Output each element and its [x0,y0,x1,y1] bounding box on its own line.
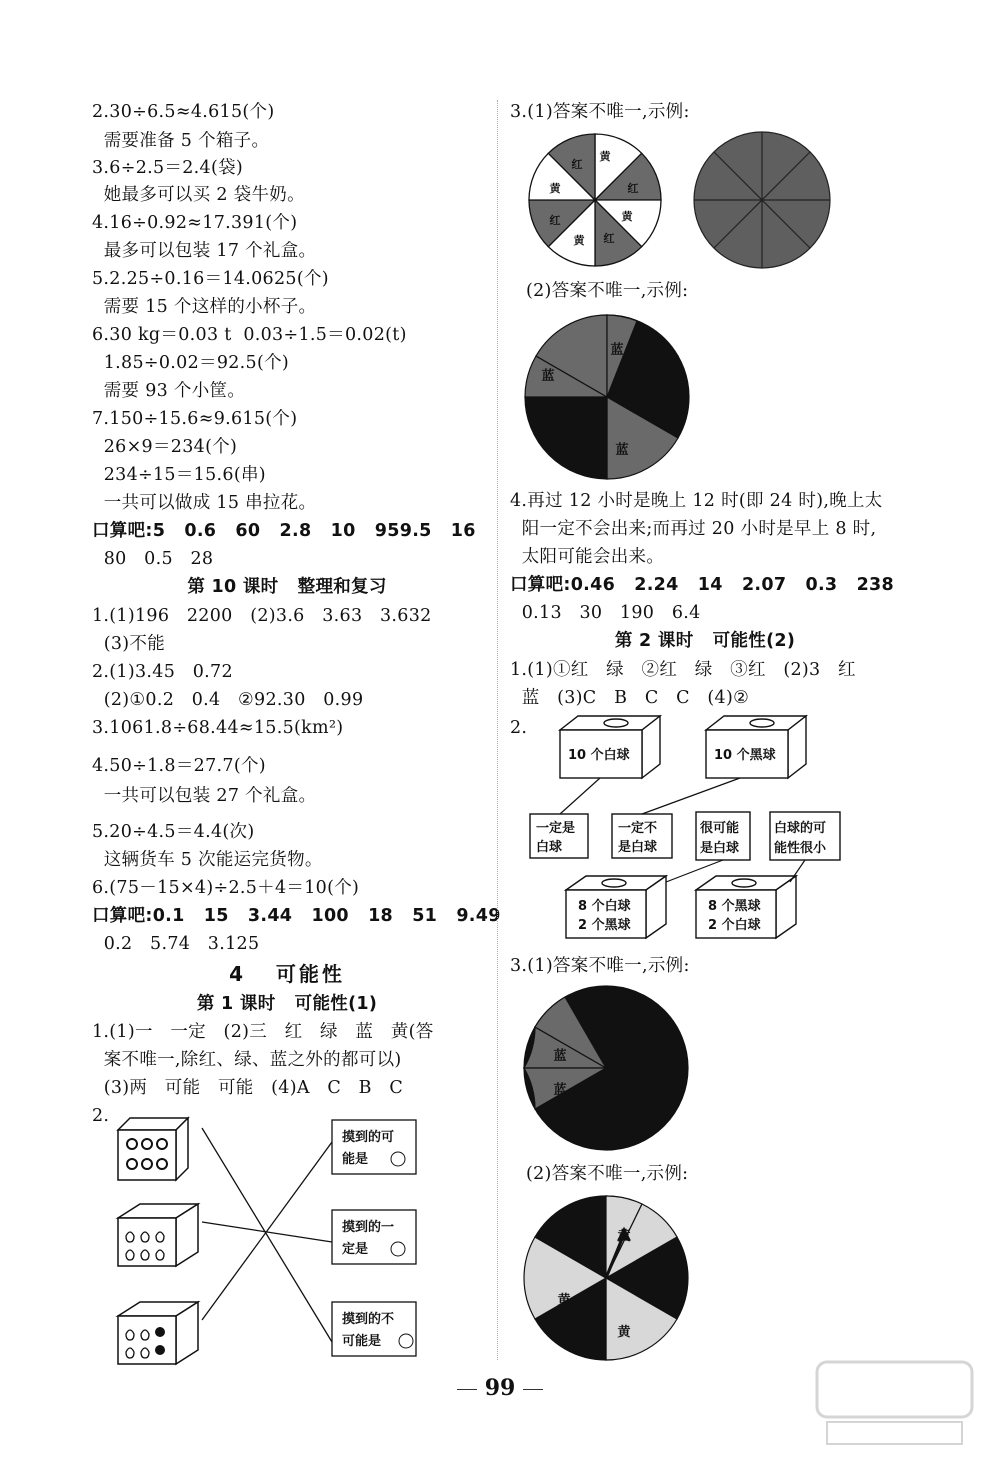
answer-line: 5.2.25÷0.16＝14.0625(个) [92,269,329,289]
slice-label: 黄 [621,210,633,223]
page-number-text: 99 [484,1375,516,1401]
answer-line: 需要 15 个这样的小杯子。 [92,297,317,317]
answer-line: 2. [510,718,528,738]
answer-line: 6.30 kg＝0.03 t 0.03÷1.5＝0.02(t) [92,325,407,345]
slice-label: 黄 [573,234,585,247]
answer-line: 一共可以做成 15 串拉花。 [92,493,317,513]
column-divider [497,100,498,1360]
box-with-balls [118,1204,198,1266]
box-with-balls [118,1118,188,1180]
answer-line: 太阳可能会出来。 [510,547,665,567]
answer-line: 3.6÷2.5＝2.4(袋) [92,158,244,178]
answer-line: 这辆货车 5 次能运完货物。 [92,850,323,870]
answer-line: 最多可以包装 17 个礼盒。 [92,241,317,261]
card-text: 定是 [342,1242,369,1257]
box-label: 10 个黑球 [714,748,776,763]
slice-label: 黄 [617,1229,631,1244]
spinner-pie [520,1192,695,1367]
lesson-title: 第 2 课时 可能性(2) [614,631,796,651]
box-label: 2 个白球 [708,918,761,933]
match-line [790,860,805,882]
answer-line: 需要准备 5 个箱子。 [92,131,270,151]
answer-line: 1.(1)196 2200 (2)3.6 3.63 3.632 [92,606,432,626]
card-text: 很可能 [700,821,740,836]
box-label: 2 个黑球 [578,918,631,933]
box-label: 8 个黑球 [708,899,761,914]
watermark-logo [807,1352,982,1457]
slice-label: 红 [603,232,615,245]
answer-line: 26×9＝234(个) [92,437,238,457]
slice-label: 红 [549,214,561,227]
kousuan-line: 口算吧:0.46 2.24 14 2.07 0.3 238 [510,575,895,595]
kousuan-line: 口算吧:0.1 15 3.44 100 18 51 9.49 [92,906,501,926]
answer-line: (3)不能 [92,634,166,654]
slice-label: 蓝 [615,443,629,458]
slice-label: 蓝 [610,343,624,358]
card-text: 摸到的不 [342,1312,395,1327]
card-text: 摸到的一 [342,1220,395,1235]
match-line [642,778,740,814]
slice-label: 蓝 [553,1083,567,1098]
lesson-title: 第 10 课时 整理和复习 [187,577,387,597]
answer-line: 4.16÷0.92≈17.391(个) [92,213,298,233]
answer-line: 3.(1)答案不唯一,示例: [510,102,690,122]
answer-line: 1.85÷0.02＝92.5(个) [92,353,290,373]
answer-line: 234÷15＝15.6(串) [92,465,266,485]
answer-line: 1.(1)一 一定 (2)三 红 绿 蓝 黄(答 [92,1022,434,1042]
answer-line: 1.(1)①红 绿 ②红 绿 ③红 (2)3 红 [510,660,856,680]
answer-line: (2)答案不唯一,示例: [526,1164,689,1184]
slice-label: 蓝 [541,369,555,384]
spinner-pie [690,128,834,272]
match-line [202,1128,332,1342]
lesson-title: 第 1 课时 可能性(1) [196,994,378,1014]
slice-label: 黄 [557,1293,571,1308]
card-text: 一定不 [618,821,658,836]
answer-line: 一共可以包装 27 个礼盒。 [92,786,317,806]
answer-line: 4.再过 12 小时是晚上 12 时(即 24 时),晚上太 [510,491,883,511]
spinner-pie [522,312,692,482]
kousuan-line: 0.13 30 190 6.4 [510,603,701,623]
card-text: 能性很小 [774,841,827,856]
slice-label: 红 [627,182,639,195]
box-with-balls [118,1302,198,1364]
box-label: 8 个白球 [578,899,631,914]
answer-line: 需要 93 个小筐。 [92,381,246,401]
card-text: 白球 [536,840,563,855]
answer-line: 阳一定不会出来;而再过 20 小时是早上 8 时, [510,519,877,539]
matching-diagram [110,1110,430,1375]
answer-line: 案不唯一,除红、绿、蓝之外的都可以) [92,1050,402,1070]
match-line [202,1142,332,1320]
answer-line: 蓝 (3)C B C C (4)② [510,688,750,708]
answer-line: 2.30÷6.5≈4.615(个) [92,102,275,122]
answer-line: 她最多可以买 2 袋牛奶。 [92,185,305,205]
answer-line: 2.(1)3.45 0.72 [92,662,233,682]
unit-title: 4 可能性 [229,962,345,986]
answer-line: 3.(1)答案不唯一,示例: [510,956,690,976]
answer-line: 7.150÷15.6≈9.615(个) [92,409,298,429]
answer-line: 6.(75－15×4)÷2.5＋4＝10(个) [92,878,360,898]
card-text: 一定是 [536,821,576,836]
card-text: 可能是 [342,1334,382,1349]
box-matching-diagram [520,712,850,947]
answer-line: 5.20÷4.5＝4.4(次) [92,822,255,842]
kousuan-line: 80 0.5 28 [92,549,214,569]
card-text: 白球的可 [774,821,827,836]
slice-label: 黄 [599,150,611,163]
card-text: 能是 [342,1152,369,1167]
answer-line: 3.1061.8÷68.44≈15.5(km²) [92,718,344,738]
card-text: 摸到的可 [342,1130,395,1145]
answer-line: 4.50÷1.8＝27.7(个) [92,756,266,776]
slice-label: 黄 [617,1325,631,1340]
card-text: 是白球 [700,841,740,856]
answer-line: (2)答案不唯一,示例: [526,281,689,301]
answer-line: 2. [92,1106,110,1126]
slice-label: 蓝 [553,1049,567,1064]
page-number [440,1375,560,1401]
match-line [560,778,600,814]
slice-label: 红 [571,158,583,171]
card-text: 是白球 [618,840,658,855]
kousuan-line: 0.2 5.74 3.125 [92,934,260,954]
slice-label: 黄 [549,182,561,195]
kousuan-line: 口算吧:5 0.6 60 2.8 10 959.5 16 [92,521,476,541]
spinner-pie [520,982,695,1157]
answer-line: (3)两 可能 可能 (4)A C B C [92,1078,404,1098]
spinner-pie [525,130,665,270]
box-label: 10 个白球 [568,748,630,763]
answer-line: (2)①0.2 0.4 ②92.30 0.99 [92,690,364,710]
